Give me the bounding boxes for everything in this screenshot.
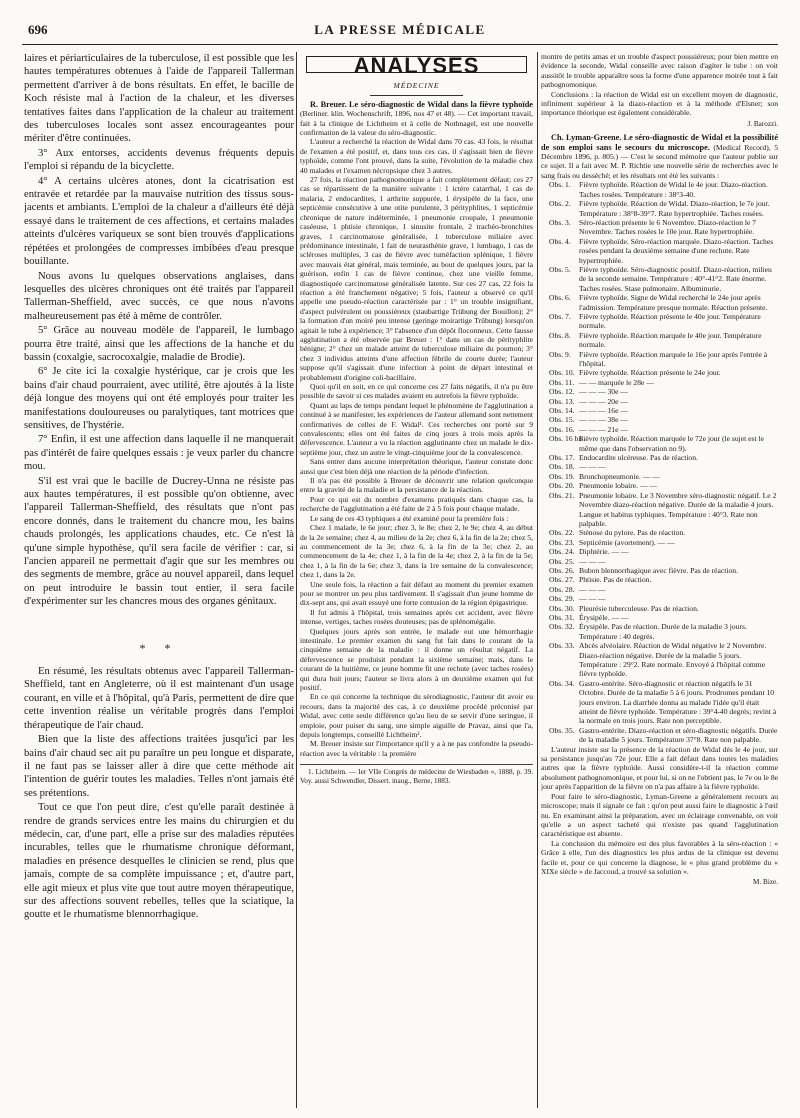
paragraph: Pour faire le séro-diagnostic, Lyman-Greene a généralement recours au microscope; mais il signale ce fait : qu'on peut aussi faire le diagnostic à l'œil nu. En examinant ainsi la préparation, avec un éclairage convenable, on voit qu'elle a un aspect tacheté qui n'existe pas quand l'agglutination caractéristique est absente. (541, 791, 778, 839)
observation-text: — — — (579, 556, 606, 566)
observation-number: Obs. 16. (549, 424, 575, 434)
observation-row (541, 491, 778, 529)
observation-number: Obs. 21. (549, 490, 575, 500)
observation-number: Obs. 4. (549, 236, 571, 246)
observation-row (541, 594, 778, 603)
observation-row (541, 218, 778, 237)
observation-row (541, 566, 778, 575)
observation-row (541, 331, 778, 350)
observation-number: Obs. 16 bis. (549, 434, 586, 444)
signature: J. Barozzi. (747, 119, 778, 128)
observation-number: Obs. 20. (549, 481, 575, 491)
observation-number: Obs. 24. (549, 547, 575, 557)
observation-number: Obs. 22. (549, 528, 575, 538)
observation-row (541, 293, 778, 312)
observation-text: Phtisie. Pas de réaction. (579, 575, 652, 585)
paragraph: 5° Grâce au nouveau modèle de l'appareil, le lumbago pourra être traité, ainsi que les affections de la hanche et du bassin (coxalgie, sacrocoxalgie, maladie de Brodie). (24, 325, 294, 363)
review-title: Le séro-diagnostic de Widal et la possibilité de son emploi sans le secours du microscope. (541, 133, 778, 152)
paragraph: M. Breuer insiste sur l'importance qu'il y a à ne pas confondre la pseudo-réaction avec la véritable : la première (300, 739, 533, 758)
observation-number: Obs. 28. (549, 584, 575, 594)
observation-text: — — marquée le 28e — (579, 377, 654, 387)
review-citation: (Berliner. klin. Wochenschrift, 1896, nos 47 et 48). — Cet important travail, fait à la clinique de Lichtheim et à celle de Nothnagel, est une nouvelle confirmation de la valeur du séro-diagnostic. (300, 109, 533, 138)
observation-text: Sténose du pylore. Pas de réaction. (579, 528, 686, 538)
observation-row (541, 378, 778, 387)
paragraph: 7° Enfin, il est une affection dans laquelle il ne manquerait pas d'intérêt de faire quelques essais : je veux parler du chancre mou. (24, 434, 294, 473)
observation-number: Obs. 1. (549, 180, 571, 190)
observation-text: Gastro-entérite. Diazo-réaction et séro-diagnostic négatifs. Durée de la maladie 5 jours. Température 37°8. Rate non palpable. (579, 725, 778, 745)
observation-text: Septicémie (avortement). — — (579, 537, 675, 547)
observation-text: Fièvre typhoïde. Réaction marquée le 40e jour. Température normale. (579, 330, 762, 350)
observation-number: Obs. 35. (549, 725, 575, 735)
observation-number: Obs. 32. (549, 622, 575, 632)
observation-text: Bronchopneumonie. — — (579, 471, 660, 481)
review-title: Le séro-diagnostic de Widal dans la fièvre typhoïde (349, 99, 533, 109)
paragraph: Il fut admis à l'hôpital, trois semaines après cet accident, avec fièvre intense, vertiges, taches rosées douteuses; pas de splénomégalie. (300, 607, 533, 627)
observation-number: Obs. 10. (549, 368, 575, 378)
left-column (24, 52, 294, 1112)
observation-text: Pneumonie lobaire. — — (579, 481, 658, 491)
observation-number: Obs. 19. (549, 471, 575, 481)
observation-text: — — — (579, 462, 606, 472)
observation-text: Abcès alvéolaire. Réaction de Widal négative le 2 Novembre. Diazo-réaction négative. Durée de la maladie 5 jours. Température : 29°2. Rate normale. Envoyé à l'hôpital comme fièvre typhoïde. (579, 641, 767, 679)
observation-row (541, 237, 778, 265)
paragraph: Tout ce que l'on peut dire, c'est qu'elle paraît destinée à rendre de grands services entre les mains du chirurgien et du médecin, car, d'une part, elle a prise sur des maladies réputées incurables, telles que le rhumatisme chronique déformant, maladies en présence desquelles le clinicien se rend, plus que jamais, compte de sa complète impuissance ; et, d'autre part, elle agit mieux et plus vite que tout autre moyen thérapeutique, sur des affections souvent rebelles, telles que la sciatique, la goutte et le rhumatisme blennorrhagique. (24, 802, 294, 921)
observation-text: Pleurésie tuberculeuse. Pas de réaction. (579, 603, 699, 613)
observation-text: Pneumonie lobaire. Le 3 Novembre séro-diagnostic négatif. Le 2 Novembre diazo-réaction négative. Durée de la maladie 4 jours. Langue et habitus typhiques. Température : 40°3. Rate non palpable. (579, 490, 777, 528)
paragraph: Conclusions : la réaction de Widal est un excellent moyen de diagnostic, infiniment supérieur à la diazo-réaction et à la méthode d'Elsner; son importance théorique est également considérable. (541, 89, 778, 118)
observation-number: Obs. 11. (549, 377, 575, 387)
paragraph: 6° Je cite ici la coxalgie hystérique, car je crois que les bains d'air chaud pourraient, avec utilité, être ajoutés à la liste déjà longue des moyens qui ont été employés pour traiter les manifestations douloureuses ou paralytiques, tant motrices que sensitives, de l'hystérie. (24, 366, 294, 431)
running-header (22, 22, 778, 42)
footnote: 1. Lichtheim. — Ier VIIe Congrès de médecine de Wiesbaden », 1888, p. 39. Voy. aussi Schwendler, Dissert. inaug., Berne, 1883. (300, 768, 533, 785)
right-column (541, 52, 778, 1112)
observation-number: Obs. 27. (549, 575, 575, 585)
paragraph: laires et périarticulaires de la tuberculose, il est possible que les hautes températures obtenues à l'aide de l'appareil Tallerman permettent d'arriver à de bons résultats. En effet, le bacille de Koch résiste mal à l'action de la chaleur, et les diverses tentatives faites dans l'application de la chaleur au traitement des tuberculoses locales sont assez encourageantes pour mériter d'être continuées. (24, 53, 294, 145)
observation-number: Obs. 26. (549, 565, 575, 575)
section-separator: * * (139, 640, 179, 655)
observation-row (541, 434, 778, 453)
observation-row (541, 613, 778, 622)
observation-text: Fièvre typhoïde. Réaction de Widal. Diazo-réaction, le 7e jour. Température : 38°8-39°7. Rate hypertrophiée. Taches rosées. (579, 199, 770, 218)
observation-text: — — — 38e — (579, 415, 628, 425)
observation-number: Obs. 31. (549, 612, 575, 622)
observation-number: Obs. 34. (549, 678, 575, 688)
paragraph: Il n'a pas été possible à Breuer de découvrir une relation quelconque entre la gravité de la maladie et la persistance de la réaction. (300, 476, 533, 495)
observation-number: Obs. 6. (549, 293, 571, 303)
review-citation: (Medical Record), 5 Décembre 1896, p. 805.) — C'est le second mémoire que l'auteur publie sur ce sujet. Il a fait avec M. P. Richtie une nouvelle série de recherches avec le sang frais ou desséché; et les résultats ont été les suivants : (541, 142, 778, 180)
header-rule (22, 44, 778, 45)
observation-text: Diphtérie. — — (579, 547, 629, 557)
observation-text: Gastro-entérite. Séro-diagnostic et réaction négatifs le 31 Octobre. Durée de la maladie 5 à 6 jours. Prodromes pendant 10 jours environ. La diarrhée donna au malade l'idée qu'il était atteint de fièvre typhoïde. Température : 39°4-40 degrés; revint à la normale en trois jours. Rate non perceptible. (579, 678, 777, 726)
footnotes (300, 764, 533, 785)
journal-title: LA PRESSE MÉDICALE (314, 22, 486, 37)
paragraph: Sans entrer dans aucune interprétation théorique, l'auteur constate donc aussi que c'est bien déjà une réaction de la période d'infection. (300, 457, 533, 476)
observation-number: Obs. 3. (549, 217, 571, 227)
observation-list (541, 180, 778, 744)
observation-text: Fièvre typhoïde. Signe de Widal recherché le 24e jour après l'admission. Température presque normale. Réaction présente. (579, 293, 768, 312)
column-divider (296, 52, 297, 1108)
observation-row (541, 575, 778, 584)
review-heading (300, 100, 533, 138)
observation-row (541, 350, 778, 369)
column-divider (537, 52, 538, 1108)
observation-row (541, 726, 778, 745)
observation-text: — — — (579, 584, 606, 594)
paragraph: L'auteur insiste sur la présence de la réaction de Widal dès le 4e jour, sur sa persistance jusqu'au 72e jour. Elle a fait défaut dans toutes les maladies autres que la fièvre typhoïde. Aussi considère-t-il la réaction comme absolument pathognomonique, et pour lui, si on ne l'obtient pas, le 7e ou le 8e jour après l'apparition de la fièvre on n'a pas affaire à la fièvre typhoïde. (541, 744, 778, 792)
observation-row (541, 481, 778, 490)
paragraph: 27 fois, la réaction pathognomonique a fait complètement défaut; ces 27 cas se répartissent de la manière suivante : 1 ictère catarrhal, 1 cas de malaria, 2 endocardites, 1 arthrite suppurée, 1 érysipèle de la face, une septicémie consécutive à une otite purulente, 3 pérityphlites, 1 septicémie chronique de nature indéterminée, 1 pneumonie croupale, 1 pneumonie caséeuse, 1 phtisie chronique, 1 sinusite frontale, 2 trachéo-bronchites graves, 1 carcinomatose généralisée, 1 tuberculose miliaire avec prédominance intestinale, 1 fait de neurasthénie grave, 1 lumbago, 1 cas de scléroses multiples, 3 cas de fièvre avec tuméfaction splénique, 1 fièvre avec mauvais état général, mais terminée, au bout de quelques jours, par la guérison, enfin 1 cas de fièvre continue, chez une vieille femme, diagnostiquée carcinomatose généralisée latente. Sur ces 27 cas, 22 fois la réaction a été franchement négative; 5 fois, l'auteur a observé ce qu'il appelle une pseudo-réaction caractérisée par : 1° un trouble insignifiant, d'aspect pulvérulent ou poussiéreux (staubartige Trübung der Bouillon); 2° la formation d'un moiré peu intense (geringe moirartige Trübung) lorsqu'on agitait le tube à expérience; 3° l'absence d'un dépôt floconneux. Cette fausse agglutination a été observée par Breuer : 1° dans un cas de pérityphlite bénigne; 2° chez un malade atteint de tuberculose miliaire du poumon; 3° chez 3 individus atteints d'une affection fébrile de courte durée; l'auteur suppose qu'il s'agissait d'une infection à point de départ intestinal et probablement d'origine coli-bacillaire. (300, 175, 533, 382)
observation-row (541, 641, 778, 679)
paragraph: S'il est vrai que le bacille de Ducrey-Unna ne résiste pas aux hautes températures, il est possible qu'on obtienne, avec l'appareil Tallerman-Sheffield, des résultats que n'ont pas encore donnés, dans le traitement du chancre mou, les bains chauds prolongés, les applications chaudes, etc. Ce n'est là qu'une simple hypothèse, qu'il sera facile de vérifier : car, si l'ancien appareil ne permettait d'agir que sur les membres ou des segments de membre, grâce au nouvel appareil, dans lequel on peut introduire le bassin tout entier, il sera facile d'expérimenter sur les chancres mous des organes génitaux. (24, 475, 294, 608)
observation-text: Fièvre typhoïde. Réaction présente le 24e jour. (579, 368, 721, 378)
paragraph: montre de petits amas et un trouble d'aspect poussiéreux; pour bien mettre en évidence la seconde, Widal conseille avec raison d'agiter le tube : on voit aussitôt le trouble apparaître sous la forme d'une apparence moirée tout à fait pathognomonique. (541, 52, 778, 90)
section-title: ANALYSES (306, 56, 527, 73)
observation-row (541, 557, 778, 566)
observation-text: Érysipèle. — — (579, 612, 629, 622)
observation-row (541, 453, 778, 462)
observation-row (541, 538, 778, 547)
observation-row (541, 199, 778, 218)
observation-row (541, 406, 778, 415)
paragraph: 3° Aux entorses, accidents devenus fréquents depuis l'emploi si répandu de la bicyclette. (24, 147, 294, 173)
review-heading (541, 133, 778, 180)
observation-text: Bubon blennorrhagique avec fièvre. Pas de réaction. (579, 565, 738, 575)
observation-number: Obs. 33. (549, 641, 575, 651)
paragraph: En résumé, les résultats obtenus avec l'appareil Tallerman-Sheffield, tant en Angleterre, où il est maintenant d'un usage courant, en ville et à l'hôpital, qu'à Paris, permettent de dire que cette invention réalise un véritable progrès dans l'emploi thérapeutique de l'air chaud. (24, 666, 294, 731)
paragraph: Bien que la liste des affections traitées jusqu'ici par les bains d'air chaud sec ait pu paraître un peu longue et disparate, il ne faut pas se laisser aller à dire que cette méthode ait l'intention de guérir toutes les maladies. Telles n'ont jamais été ses prétentions. (24, 734, 294, 799)
observation-row (541, 547, 778, 556)
observation-row (541, 387, 778, 396)
observation-text: Fièvre typhoïde. Réaction de Widal le 4e jour. Diazo-réaction. Taches rosées. Température : 38°3-40. (579, 180, 768, 199)
observation-row (541, 462, 778, 471)
paragraph: 4° A certains ulcères atones, dont la cicatrisation est entravée et retardée par la mauvaise nutrition des tissus sous-jacents et ambiants. L'emploi de la chaleur a d'ailleurs été déjà essayé dans le traitement de ces affections, et certains malades atteints d'ulcères variqueux se sont bien trouvés d'applications répétées et prolongées de compresses imbibées d'eau presque bouillante. (24, 175, 294, 268)
paragraph: Quant au laps de temps pendant lequel le phénomène de l'agglutination a continué à se manifester, les expériences de l'auteur allemand sont nettement confirmatives de celles de F. Widal¹. Ces recherches ont porté sur 9 convalescents; elles ont été faites de cinq jours à trois mois après la défervescence. L'auteur a vu la réaction agglutinante chez un malade le dix-septième jour, chez un autre le vingt-cinquième jour de la convalescence. (300, 400, 533, 457)
observation-row (541, 312, 778, 331)
page-number: 696 (28, 22, 48, 37)
subsection-heading: MÉDECINE (393, 81, 440, 91)
observation-text: Érysipèle. Pas de réaction. Durée de la maladie 3 jours. Température : 40 degrés. (579, 622, 747, 641)
observation-number: Obs. 29. (549, 594, 575, 604)
observation-text: — — — (579, 594, 606, 604)
observation-number: Obs. 15. (549, 415, 575, 425)
paragraph: Le sang de ces 43 typhiques a été examiné pour la première fois : (310, 513, 509, 523)
paragraph: Chez 1 malade, le 6e jour; chez 3, le 8e; chez 2, le 9e; chez 4, au début de la 2e semaine; chez 4, au milieu de la 2e; chez 6, à la fin de la 2e; chez 5, au commencement de la 3e; chez 6, à la fin de la 3e; chez 2, au commencement de la 4e; chez 1, à la fin de la 4e; chez 2, à la fin de la 5e; chez 1, à la fin de la 6e; chez 3, dans la 1re semaine de la convalescence; chez 1, dans la 2e. (300, 523, 533, 580)
observation-row (541, 622, 778, 641)
paragraph: La conclusion du mémoire est des plus favorables à la séro-réaction : « Grâce à elle, l'un des diagnostics les plus ardus de la clinique est devenu facile et, pour ce qui concerne la diagnose, le « plus grand problème du « XIXe siècle » de Jaccoud, a trouvé sa solution ». (541, 838, 778, 876)
signature: M. Bize. (753, 878, 778, 887)
observation-text: Fièvre typhoïde. Réaction marquée le 16e jour après l'entrée à l'hôpital. (579, 349, 768, 368)
observation-row (541, 425, 778, 434)
observation-row (541, 397, 778, 406)
observation-text: — — — 16e — (579, 406, 628, 416)
observation-number: Obs. 17. (549, 453, 575, 463)
paragraph: Quoi qu'il en soit, en ce qui concerne ces 27 faits négatifs, il n'a pu être possible de savoir si ces malades avaient eu autrefois la fièvre typhoïde. (300, 382, 533, 401)
observation-number: Obs. 2. (549, 199, 571, 209)
paragraph: Nous avons lu quelques observations anglaises, dans lesquelles des ulcères chroniques ont été traités par l'appareil Tallerman-Sheffield, avec succès, ce que nous n'avons malheureusement pas été à même de contrôler. (24, 270, 294, 322)
observation-text: Fièvre typhoïde. Réaction marquée le 72e jour (le sujet est le même que dans l'observation no 9). (579, 434, 764, 453)
observation-number: Obs. 23. (549, 537, 575, 547)
observation-row (541, 265, 778, 293)
observation-row (541, 415, 778, 424)
observation-row (541, 679, 778, 726)
observation-number: Obs. 8. (549, 330, 571, 340)
observation-number: Obs. 30. (549, 603, 575, 613)
paragraph: L'auteur a recherché la réaction de Widal dans 70 cas. 43 fois, le résultat de l'examen a été positif, et, dans tous ces cas, il s'agissait bien de fièvre typhoïde, comme l'ont prouvé, dans la suite, l'évolution de la maladie chez 40 malades et l'examen nécropsique chez 3 autres. (300, 137, 533, 175)
observation-row (541, 180, 778, 199)
observation-text: Fièvre typhoïde. Séro-réaction marquée. Diazo-réaction. Taches rosées pendant la deuxième semaine d'une rechute. Rate hypertrophiée. (579, 236, 774, 265)
observation-text: Séro-réaction présente le 6 Novembre. Diazo-réaction le 7 Novembre. Taches rosées le 10e jour. Rate hypertrophiée. (579, 217, 757, 237)
observation-number: Obs. 9. (549, 349, 571, 359)
observation-text: — — — 21e — (579, 424, 628, 434)
observation-number: Obs. 12. (549, 387, 575, 397)
observation-row (541, 368, 778, 377)
observation-number: Obs. 25. (549, 556, 575, 566)
observation-row (541, 472, 778, 481)
observation-text: Fièvre typhoïde. Séro-diagnostic positif. Diazo-réaction, milieu de la seconde semaine. Température : 40°-41°2. Rate énorme. Taches rosées. Stase pulmonaire. Albuminurie. (579, 264, 772, 293)
paragraph: Une seule fois, la réaction a fait défaut au moment du premier examen pour se montrer un peu plus tardivement. Il s'agissait d'un jeune homme de dix-sept ans, qui avait essuyé une forte contusion de la région épigastrique. (300, 579, 533, 608)
paragraph: Quelques jours après son entrée, le malade eut une hémorrhagie intestinale. Le premier examen du sang fut fait dans le courant de la cinquième semaine de la maladie : il donne un résultat négatif. La défervescence se produisit pendant la sixième semaine; mais, dans le courant de la huitième, ce jeune homme fit une rechute (avec taches rosées) qui dura huit jours; l'auteur se livra alors à un deuxième examen qui fut positif. (300, 626, 533, 692)
observation-number: Obs. 13. (549, 396, 575, 406)
observation-text: — — — 30e — (579, 387, 628, 397)
observation-row (541, 604, 778, 613)
observation-number: Obs. 7. (549, 311, 571, 321)
observation-number: Obs. 18. (549, 462, 575, 472)
paragraph: En ce qui concerne la technique du sérodiagnostic, l'auteur dit avoir eu recours, dans la majorité des cas, à ce deuxième procédé préconisé par Widal, avec cette seule différence qu'au lieu de se servir d'une seringue, il emploie, pour puiser du sang, une simple aiguille de Pravaz, ainsi que l'a, depuis longtemps, conseillé Lichtheim². (300, 692, 533, 740)
observation-number: Obs. 14. (549, 406, 575, 416)
observation-number: Obs. 5. (549, 264, 571, 274)
middle-column (300, 52, 533, 1112)
observation-text: Endocardite ulcéreuse. Pas de réaction. (579, 453, 698, 463)
review-author: Ch. Lyman-Greene. (551, 133, 622, 143)
review-author: R. Breuer. (310, 99, 347, 109)
paragraph: Pour ce qui est du nombre d'examens pratiqués dans chaque cas, la recherche de l'agglutination a été faite de 2 à 5 fois pour chaque malade. (300, 494, 533, 514)
observation-text: Fièvre typhoïde. Réaction présente le 40e jour. Température normale. (579, 311, 761, 331)
observation-row (541, 528, 778, 537)
divider (370, 95, 463, 96)
observation-text: — — — 20e — (579, 396, 628, 406)
observation-row (541, 585, 778, 594)
